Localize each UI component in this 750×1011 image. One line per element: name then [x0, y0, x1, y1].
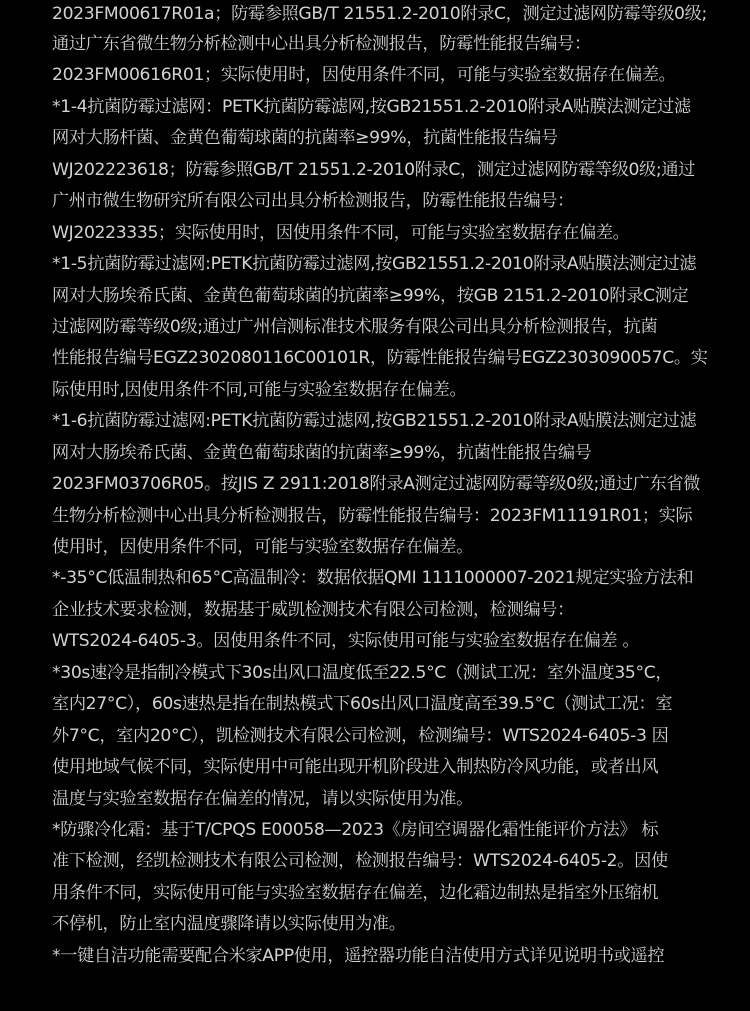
text-line: 广州市微生物研究所有限公司出具分析检测报告，防霉性能报告编号：	[52, 191, 574, 212]
text-line: 不停机，防止室内温度骤降请以实际使用为准。	[52, 914, 406, 935]
text-line: *防骤冷化霜：基于T/CPQS E00058—2023《房间空调器化霜性能评价方法》 标	[52, 819, 659, 840]
text-line: 用条件不同，实际使用可能与实验室数据存在偏差，边化霜边制热是指室外压缩机	[52, 882, 659, 903]
text-line: *一键自洁功能需要配合米家APP使用，遥控器功能自洁使用方式详见说明书或遥控	[52, 945, 665, 966]
text-line: WTS2024-6405-3。因使用条件不同，实际使用可能与实验室数据存在偏差 。	[52, 631, 640, 652]
text-line: 过滤网防霉等级0级;通过广州信测标准技术服务有限公司出具分析检测报告，抗菌	[52, 316, 658, 337]
text-line: 网对大肠埃希氏菌、金黄色葡萄球菌的抗菌率≥99%，抗菌性能报告编号	[52, 442, 592, 463]
text-line: 网对大肠杆菌、金黄色葡萄球菌的抗菌率≥99%，抗菌性能报告编号	[52, 128, 558, 149]
text-line: WJ20223335；实际使用时，因使用条件不同，可能与实验室数据存在偏差。	[52, 222, 630, 243]
text-line: *30s速冷是指制冷模式下30s出风口温度低至22.5°C（测试工况：室外温度35°C，	[52, 662, 673, 683]
text-line: 使用时，因使用条件不同，可能与实验室数据存在偏差。	[52, 537, 473, 557]
text-line: 2023FM03706R05。按JIS Z 2911:2018附录A测定过滤网防霉等级0级;通过广东省微	[52, 474, 701, 495]
text-line: *-35°C低温制热和65°C高温制冷：数据依据QMI 1111000007-2021规定实验方法和	[52, 568, 694, 589]
disclaimer-text-block	[52, 0, 712, 972]
text-line: *1-6抗菌防霉过滤网:PETK抗菌防霉过滤网,按GB21551.2-2010附录A贴膜法测定过滤	[52, 411, 697, 432]
text-line: WJ202223618；防霉参照GB/T 21551.2-2010附录C，测定过滤网防霉等级0级;通过	[52, 159, 695, 180]
text-line: 2023FM00617R01a；防霉参照GB/T 21551.2-2010附录C，测定过滤网防霉等级0级;	[52, 4, 707, 24]
text-line: 性能报告编号EGZ2302080116C00101R，防霉性能报告编号EGZ2303090057C。实	[52, 348, 708, 369]
text-line: 企业技术要求检测，数据基于威凯检测技术有限公司检测，检测编号：	[52, 599, 574, 620]
text-line: 通过广东省微生物分析检测中心出具分析检测报告，防霉性能报告编号：	[52, 34, 591, 54]
text-line: *1-5抗菌防霉过滤网:PETK抗菌防霉过滤网,按GB21551.2-2010附录A贴膜法测定过滤	[52, 254, 697, 275]
text-line: 际使用时,因使用条件不同,可能与实验室数据存在偏差。	[52, 379, 467, 400]
text-line: *1-4抗菌防霉过滤网：PETK抗菌防霉滤网,按GB21551.2-2010附录A贴膜法测定过滤	[52, 96, 691, 117]
text-line: 室内27°C），60s速热是指在制热模式下60s出风口温度高至39.5°C（测试工况：室	[52, 694, 673, 715]
text-line: 网对大肠埃希氏菌、金黄色葡萄球菌的抗菌率≥99%，按GB 2151.2-2010附录C测定	[52, 285, 689, 306]
text-line: 使用地域气候不同，实际使用中可能出现开机阶段进入制热防冷风功能，或者出风	[52, 757, 659, 778]
text-line: 准下检测，经凯检测技术有限公司检测，检测报告编号：WTS2024-6405-2。因使	[52, 851, 668, 872]
text-line: 2023FM00616R01；实际使用时，因使用条件不同，可能与实验室数据存在偏差。	[52, 65, 676, 86]
text-line: 外7°C，室内20°C），凯检测技术有限公司检测，检测编号：WTS2024-6405-3 因	[52, 725, 669, 746]
text-line: 温度与实验室数据存在偏差的情况，请以实际使用为准。	[52, 788, 473, 809]
text-line: 生物分析检测中心出具分析检测报告，防霉性能报告编号：2023FM11191R01；实际	[52, 505, 693, 526]
